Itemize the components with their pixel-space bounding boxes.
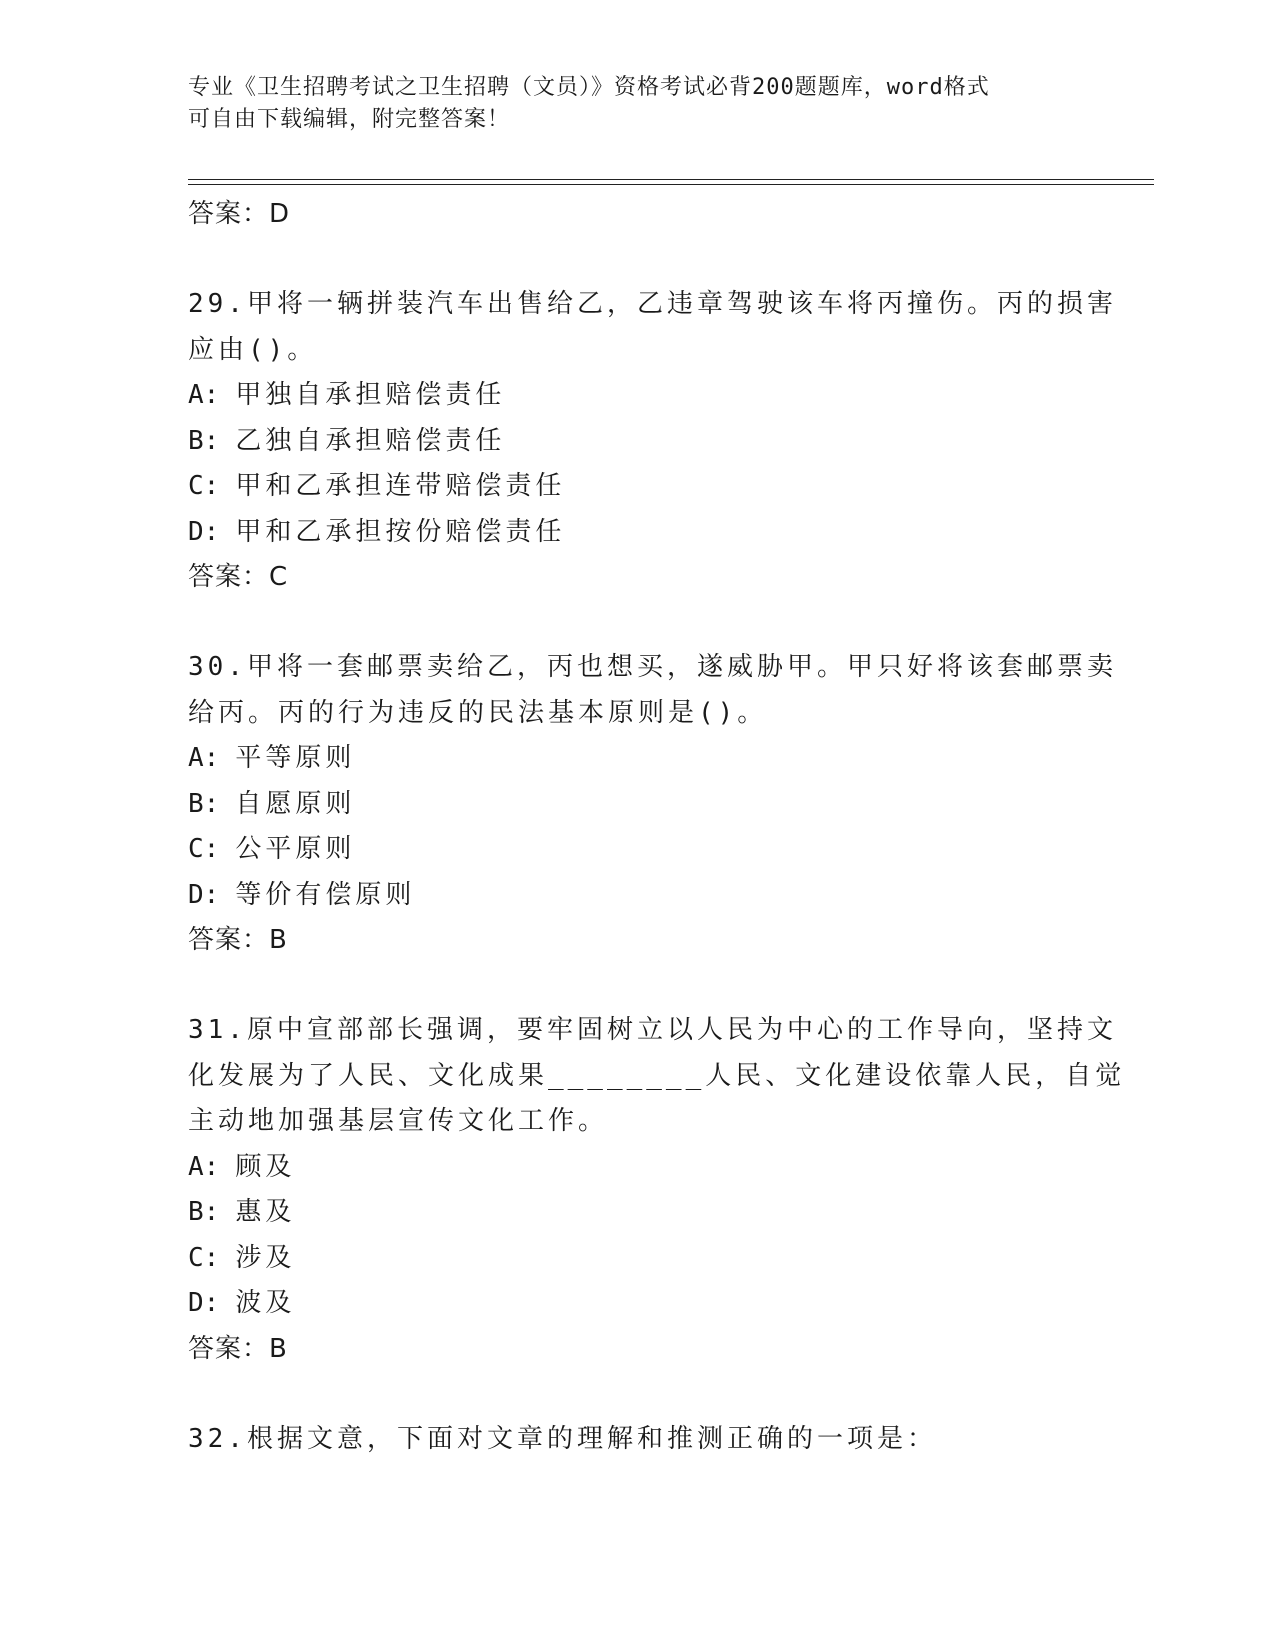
header-line-2: 可自由下载编辑，附完整答案！ [188,107,511,132]
question-text-line: 31.原中宣部部长强调，要牢固树立以人民为中心的工作导向，坚持文 [188,1015,1117,1045]
question-text-line: 29.甲将一辆拼装汽车出售给乙，乙违章驾驶该车将丙撞伤。丙的损害 [188,289,1117,319]
option-text: 平等原则 [235,743,356,773]
option-letter: B: [188,1197,220,1227]
option-text: 甲和乙承担连带赔偿责任 [235,471,566,501]
answer-line: 答案：B [188,1333,288,1364]
option-b [188,782,1088,828]
option-letter: C: [188,834,220,864]
option-d [188,510,1088,556]
question-31 [188,1008,1126,1371]
option-letter: D: [188,516,220,547]
option-letter: A: [188,380,220,410]
header-rule-bottom [188,184,1154,185]
question-30 [188,645,1117,962]
option-text: 甲独自承担赔偿责任 [235,380,506,410]
option-letter: A: [188,1151,220,1182]
option-letter: D: [188,1288,220,1318]
option-text: 波及 [235,1288,296,1318]
option-letter: B: [188,425,220,456]
option-text: 乙独自承担赔偿责任 [235,425,506,456]
option-c [188,464,1088,510]
spacer [188,236,1088,282]
option-a [188,736,1088,782]
option-text: 甲和乙承担按份赔偿责任 [235,516,566,547]
answer-line: 答案：D [188,199,291,229]
spacer [188,1371,1088,1417]
option-b [188,419,1088,465]
spacer [188,962,1088,1008]
option-d [188,1281,1088,1327]
option-letter: D: [188,879,220,910]
question-list [188,192,1126,1462]
option-a [188,1145,1088,1191]
option-text: 等价有偿原则 [235,879,416,910]
header-rule-top [188,179,1154,180]
question-29 [188,282,1117,599]
question-text-line: 30.甲将一套邮票卖给乙，丙也想买，遂威胁甲。甲只好将该套邮票卖 [188,652,1117,682]
option-text: 惠及 [235,1197,296,1227]
spacer [188,599,1088,645]
option-letter: A: [188,743,220,773]
answer-line: 答案：B [188,925,288,955]
question-text-line: 给丙。丙的行为违反的民法基本原则是()。 [188,697,768,728]
document-header [188,72,1068,136]
option-text: 公平原则 [235,834,356,864]
option-letter: C: [188,1242,220,1273]
answer-line: 答案：C [188,562,289,592]
question-text-line: 应由()。 [188,334,318,365]
option-text: 顾及 [235,1151,296,1182]
option-letter: B: [188,788,220,819]
question-32 [188,1417,1088,1463]
option-d [188,873,1088,919]
option-c [188,1236,1088,1282]
question-text-line: 32.根据文意，下面对文章的理解和推测正确的一项是： [188,1423,937,1454]
option-c [188,827,1088,873]
option-text: 自愿原则 [235,788,356,819]
option-b [188,1190,1088,1236]
question-text-line: 化发展为了人民、文化成果________人民、文化建设依靠人民，自觉 [188,1060,1126,1091]
option-text: 涉及 [235,1242,296,1273]
header-line-1: 专业《卫生招聘考试之卫生招聘（文员）》资格考试必背200题题库，word格式 [188,75,990,100]
option-a [188,373,1088,419]
question-text-line: 主动地加强基层宣传文化工作。 [188,1106,609,1136]
option-letter: C: [188,471,220,501]
